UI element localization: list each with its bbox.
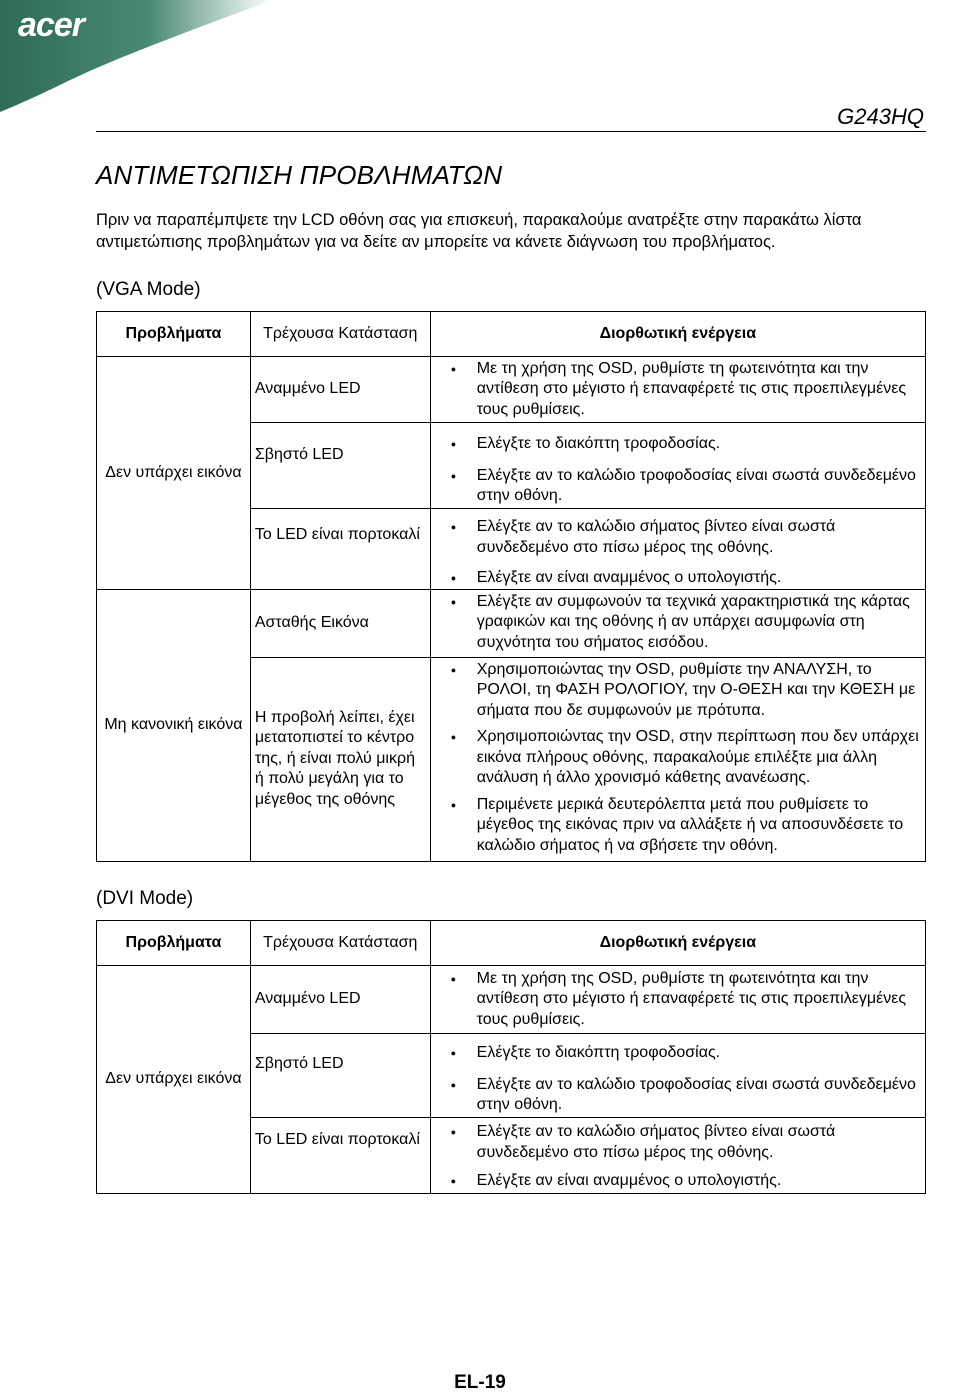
- dvi-problem-no-picture: Δεν υπάρχει εικόνα: [97, 966, 251, 1194]
- vga-actions-led-on: [430, 357, 925, 423]
- vga-actions-led-orange: [430, 509, 925, 590]
- acer-logo-band: [0, 0, 960, 140]
- list-item: ● Ελέγξτε αν το καλώδιο σήματος βίντεο είναι σωστά συνδεδεμένο στο πίσω μέρος της οθόνης.: [431, 517, 925, 558]
- dvi-actions-led-off: [430, 1034, 925, 1118]
- vga-problem-no-picture: Δεν υπάρχει εικόνα: [97, 357, 251, 590]
- list-item: ● Χρησιμοποιώντας την OSD, ρυθμίστε την ΑΝΑΛΥΣΗ, το ΡΟΛΟΙ, τη ΦΑΣΗ ΡΟΛΟΓΙΟΥ, την Ο-ΘΕΣΗ και την ΚΘΕΣΗ με σήματα που δε συμφωνούν με πρότυπα.: [431, 660, 925, 722]
- list-item: ● Ελέγξτε αν το καλώδιο τροφοδοσίας είναι σωστά συνδεδεμένο στην οθόνη.: [431, 1075, 925, 1116]
- dvi-actions-led-orange: [430, 1118, 925, 1194]
- dvi-actions-led-on: [430, 966, 925, 1034]
- list-item: ● Ελέγξτε αν συμφωνούν τα τεχνικά χαρακτηριστικά της κάρτας γραφικών και της οθόνης ή αν υπάρχει ασυμφωνία στη συχνότητα του σήματος εισόδου.: [431, 592, 925, 654]
- vga-state-led-off: Σβηστό LED: [250, 423, 430, 509]
- vga-actions-display-missing: [430, 657, 925, 861]
- vga-mode-label: (VGA Mode): [96, 279, 201, 300]
- dvi-troubleshooting-table: [96, 920, 926, 1194]
- page-number: EL-19: [454, 1372, 506, 1393]
- acer-logo: acer: [18, 6, 84, 44]
- list-item: ● Με τη χρήση της OSD, ρυθμίστε τη φωτεινότητα και την αντίθεση στο μέγιστο ή επαναφέρετέ τις στις προεπιλεγμένες τους ρυθμίσεις.: [431, 969, 925, 1031]
- dvi-state-led-on: Αναμμένο LED: [250, 966, 430, 1034]
- vga-state-led-on: Αναμμένο LED: [250, 357, 430, 423]
- list-item: ● Ελέγξτε το διακόπτη τροφοδοσίας.: [431, 1043, 925, 1064]
- vga-state-unstable: Ασταθής Εικόνα: [250, 589, 430, 657]
- dvi-header-problems: Προβλήματα: [97, 921, 251, 966]
- list-item: ● Ελέγξτε αν είναι αναμμένος ο υπολογιστής.: [431, 1171, 925, 1192]
- dvi-state-led-orange: Το LED είναι πορτοκαλί: [250, 1118, 430, 1194]
- header-rule: [96, 131, 926, 132]
- list-item: ● Με τη χρήση της OSD, ρυθμίστε τη φωτεινότητα και την αντίθεση στο μέγιστο ή επαναφέρετέ τις στις προεπιλεγμένες τους ρυθμίσεις.: [431, 359, 925, 421]
- intro-paragraph: Πριν να παραπέμπψετε την LCD οθόνη σας για επισκευή, παρακαλούμε ανατρέξτε στην παρακάτω λίστα αντιμετώπισης προβλημάτων για να δείτε αν μπορείτε να κάνετε διάγνωση του προβλήματος.: [96, 211, 862, 251]
- vga-header-state: Τρέχουσα Κατάσταση: [250, 312, 430, 357]
- vga-header-action: Διορθωτική ενέργεια: [430, 312, 925, 357]
- list-item: ● Ελέγξτε αν το καλώδιο σήματος βίντεο είναι σωστά συνδεδεμένο στο πίσω μέρος της οθόνης.: [431, 1122, 925, 1163]
- vga-actions-unstable: [430, 589, 925, 657]
- dvi-state-led-off: Σβηστό LED: [250, 1034, 430, 1118]
- dvi-header-state: Τρέχουσα Κατάσταση: [250, 921, 430, 966]
- page-title: ΑΝΤΙΜΕΤΩΠΙΣΗ ΠΡΟΒΛΗΜΑΤΩΝ: [96, 160, 503, 190]
- list-item: ● Περιμένετε μερικά δευτερόλεπτα μετά που ρυθμίσετε το μέγεθος της εικόνας πριν να αλλάξετε ή να αποσυνδέσετε το καλώδιο σήματος ή να σβήσετε την οθόνη.: [431, 795, 925, 857]
- vga-actions-led-off: [430, 423, 925, 509]
- vga-state-display-missing: Η προβολή λείπει, έχει μετατοπιστεί το κέντρο της, ή είναι πολύ μικρή ή πολύ μεγάλη για το μέγεθος της οθόνης: [250, 657, 430, 861]
- list-item: ● Ελέγξτε αν το καλώδιο τροφοδοσίας είναι σωστά συνδεδεμένο στην οθόνη.: [431, 466, 925, 507]
- vga-state-led-orange: Το LED είναι πορτοκαλί: [250, 509, 430, 590]
- vga-troubleshooting-table: [96, 311, 926, 862]
- dvi-mode-label: (DVI Mode): [96, 888, 194, 909]
- list-item: ● Ελέγξτε αν είναι αναμμένος ο υπολογιστής.: [431, 568, 925, 589]
- list-item: ● Χρησιμοποιώντας την OSD, στην περίπτωση που δεν υπάρχει εικόνα πλήρους οθόνης, παρακαλούμε επιλέξτε μια άλλη ανάλυση ή άλλο χρονισμό κάθετης ανανέωσης.: [431, 727, 925, 789]
- model-number: G243HQ: [837, 104, 924, 129]
- list-item: ● Ελέγξτε το διακόπτη τροφοδοσίας.: [431, 434, 925, 455]
- vga-problem-abnormal: Μη κανονική εικόνα: [97, 589, 251, 861]
- dvi-header-action: Διορθωτική ενέργεια: [430, 921, 925, 966]
- vga-header-problems: Προβλήματα: [97, 312, 251, 357]
